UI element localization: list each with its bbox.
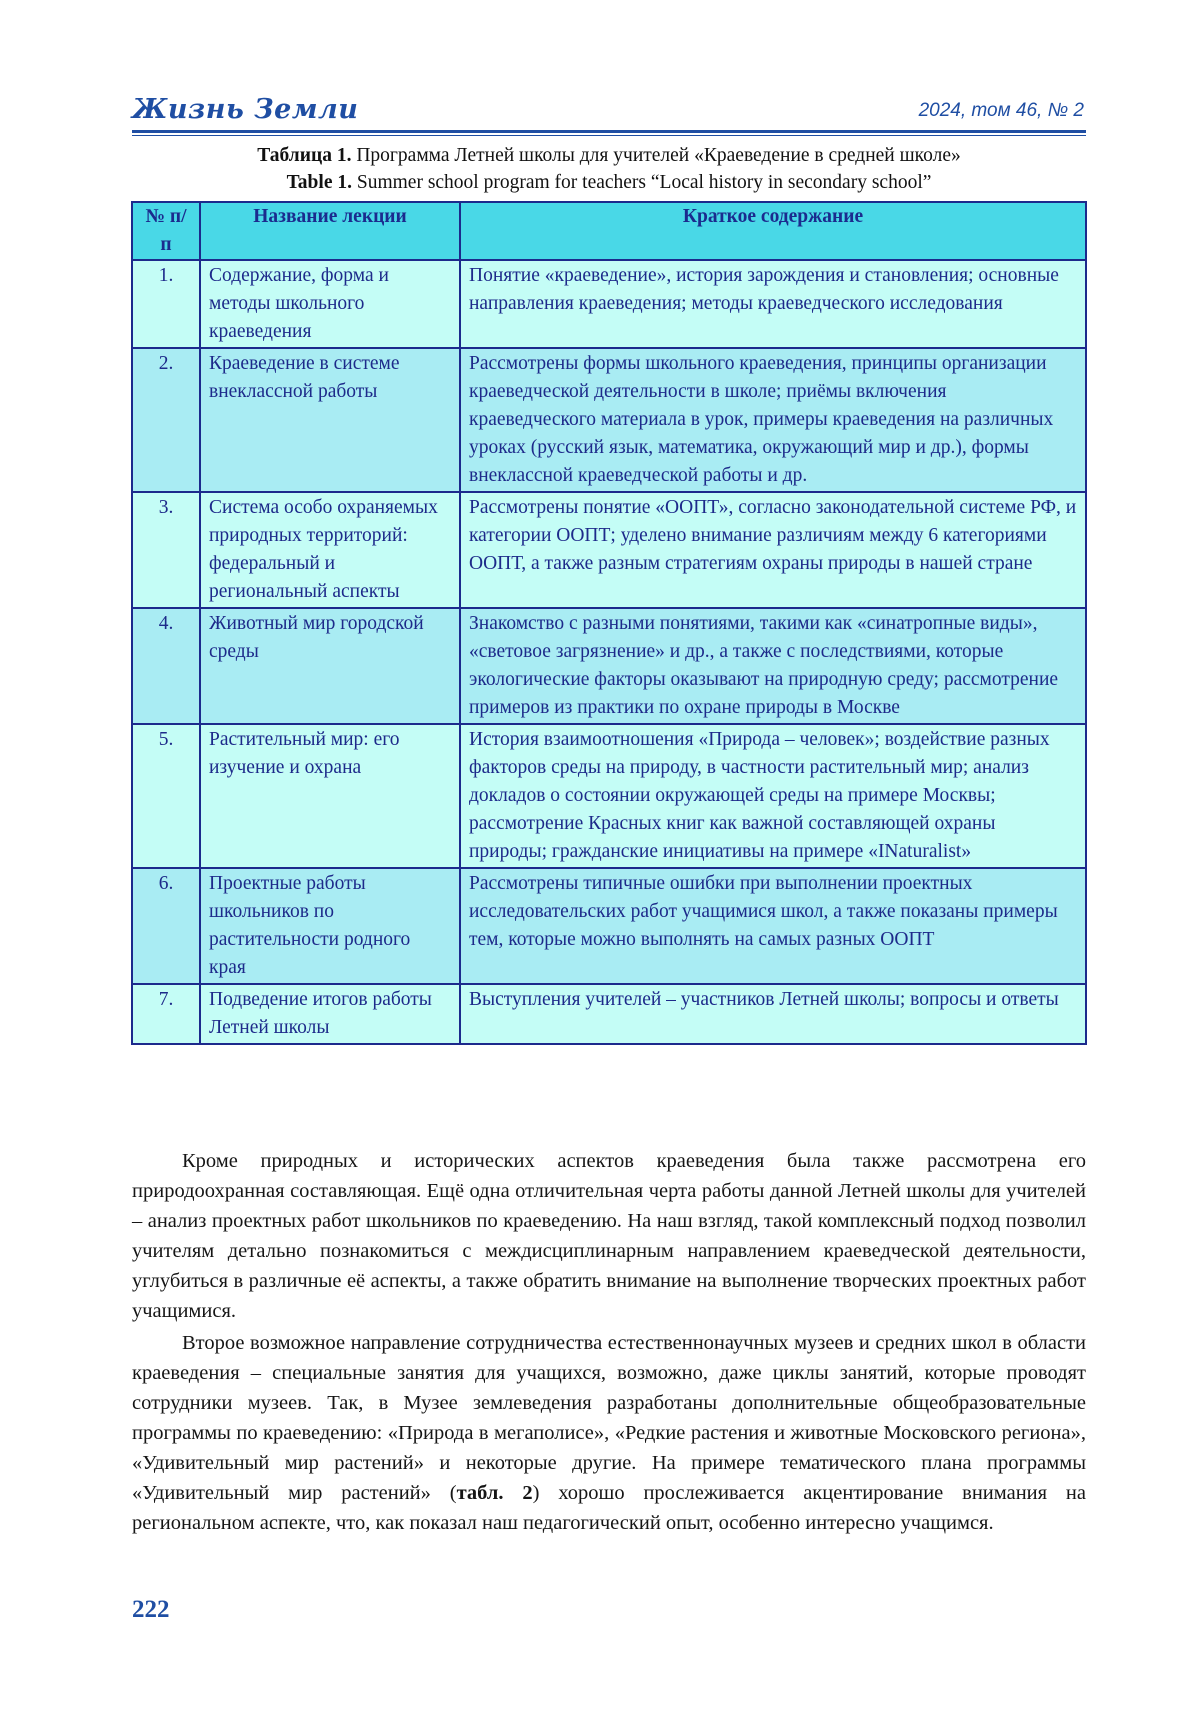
caption-text-ru: Программа Летней школы для учителей «Краеведение в средней школе» (351, 145, 961, 166)
lecture-title: Растительный мир: его изучение и охрана (200, 724, 460, 868)
article-body (132, 1146, 1086, 1538)
table-row (132, 608, 1086, 724)
table-row (132, 868, 1086, 984)
body-paragraph: Кроме природных и исторических аспектов краеведения была также рассмотрена его природоохранная составляющая. Ещё одна отличительная черта работы данной Летней школы для учителей – анализ проектных работ школьников по краеведению. На наш взгляд, такой комплексный подход позволил учителям детально познакомиться с междисциплинарным направлением краеведческой деятельности, углубиться в различные её аспекты, а также обратить внимание на выполнение творческих проектных работ учащимися. (132, 1150, 1086, 1322)
lecture-title: Подведение итогов работы Летней школы (200, 984, 460, 1044)
lecture-summary: Выступления учителей – участников Летней школы; вопросы и ответы (460, 984, 1086, 1044)
table-row (132, 724, 1086, 868)
column-header-summary: Краткое содержание (460, 202, 1086, 260)
lecture-title: Проектные работы школьников по растительности родного края (200, 868, 460, 984)
issue-info: 2024, том 46, № 2 (918, 100, 1084, 121)
page-number: 222 (132, 1596, 170, 1623)
caption-text-en: Summer school program for teachers “Local history in secondary school” (351, 172, 932, 193)
row-number: 4. (132, 608, 200, 724)
table-caption-ru (132, 145, 1086, 167)
body-paragraph (132, 1328, 1086, 1538)
header-rule (132, 130, 1086, 133)
lecture-title: Краеведение в системе внеклассной работы (200, 348, 460, 492)
table-row (132, 984, 1086, 1044)
header-rule-thin (132, 135, 1086, 136)
paragraph-text: Второе возможное направление сотрудничества естественнонаучных музеев и средних школ в области краеведения – специальные занятия для учащихся, возможно, даже циклы занятий, которые проводят сотрудники музеев. Так, в Музее землеведения разработаны дополнительные общеобразовательные программы по краеведению: «Природа в мегаполисе», «Редкие растения и животные Московского региона», «Удивительный мир растений» и некоторые другие. На примере тематического плана программы «Удивительный мир растений» ( (132, 1332, 1086, 1504)
table-caption-en (132, 172, 1086, 194)
lecture-summary: Рассмотрены формы школьного краеведения, принципы организации краеведческой деятельности в школе; приёмы включения краеведческого материала в урок, примеры краеведения на различных уроках (русский язык, математика, окружающий мир и др.), формы внеклассной краеведческой работы и др. (460, 348, 1086, 492)
row-number: 5. (132, 724, 200, 868)
lecture-title: Система особо охраняемых природных территорий: федеральный и региональный аспекты (200, 492, 460, 608)
lecture-summary: Рассмотрены типичные ошибки при выполнении проектных исследовательских работ учащимися школ, а также показаны примеры тем, которые можно выполнять на самых разных ООПТ (460, 868, 1086, 984)
lecture-summary: Понятие «краеведение», история зарождения и становления; основные направления краеведения; методы краеведческого исследования (460, 260, 1086, 348)
row-number: 2. (132, 348, 200, 492)
row-number: 3. (132, 492, 200, 608)
row-number: 7. (132, 984, 200, 1044)
program-table (131, 201, 1087, 1045)
lecture-title: Животный мир городской среды (200, 608, 460, 724)
table-row (132, 492, 1086, 608)
lecture-summary: Знакомство с разными понятиями, такими как «синатропные виды», «световое загрязнение» и др., а также с последствиями, которые экологические факторы оказывают на природную среду; рассмотрение примеров из практики по охране природы в Москве (460, 608, 1086, 724)
table-row (132, 260, 1086, 348)
column-header-number: № п/п (132, 202, 200, 260)
lecture-summary: История взаимоотношения «Природа – человек»; воздействие разных факторов среды на природу, в частности растительный мир; анализ докладов о состоянии окружающей среды на примере Москвы; рассмотрение Красных книг как важной составляющей охраны природы; гражданские инициативы на примере «INaturalist» (460, 724, 1086, 868)
page-header (132, 94, 1086, 134)
journal-logo: Жизнь Земли (132, 94, 359, 125)
lecture-title: Содержание, форма и методы школьного краеведения (200, 260, 460, 348)
row-number: 1. (132, 260, 200, 348)
table-row (132, 348, 1086, 492)
table-header-row (132, 202, 1086, 260)
caption-label-en: Table 1. (286, 172, 352, 193)
row-number: 6. (132, 868, 200, 984)
column-header-title: Название лекции (200, 202, 460, 260)
lecture-summary: Рассмотрены понятие «ООПТ», согласно законодательной системе РФ, и категории ООПТ; уделено внимание различиям между 6 категориями ООПТ, а также разным стратегиям охраны природы в нашей стране (460, 492, 1086, 608)
table-reference: табл. 2 (456, 1482, 533, 1504)
paragraph-text: ) хорошо прослеживается акцентирование внимания на региональном аспекте, что, как показал наш педагогический опыт, особенно интересно учащимся. (132, 1482, 1087, 1534)
caption-label-ru: Таблица 1. (257, 145, 352, 166)
